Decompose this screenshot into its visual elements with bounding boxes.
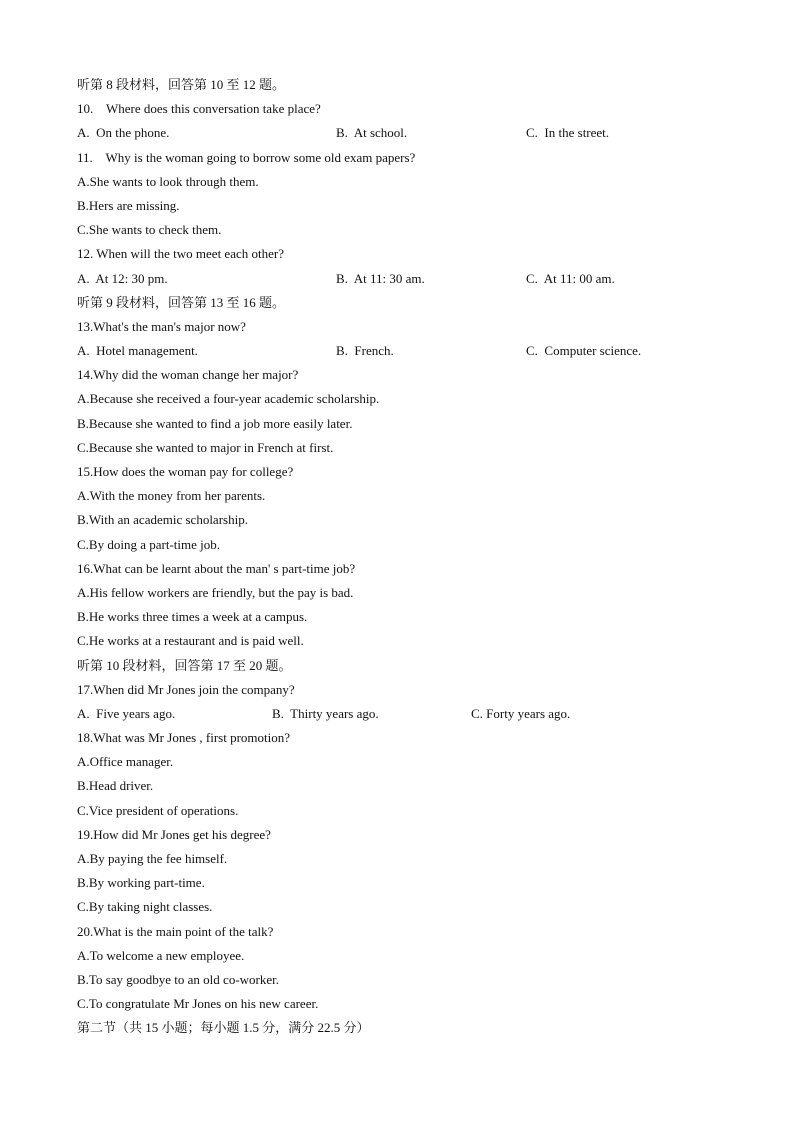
question-16-option-c: C.He works at a restaurant and is paid well. (77, 633, 304, 649)
question-19-option-a: A.By paying the fee himself. (77, 851, 228, 866)
question-13-options (77, 339, 757, 363)
question-15-option-b: B.With an academic scholarship. (77, 512, 248, 528)
question-12-option-c: C. At 11: 00 am. (526, 270, 615, 286)
question-15-stem: 15.How does the woman pay for college? (77, 464, 294, 479)
question-20-stem: 20.What is the main point of the talk? (77, 923, 274, 939)
question-14-option-c: C.Because she wanted to major in French at first. (77, 439, 334, 455)
question-19-option-b: B.By working part-time. (77, 875, 205, 891)
question-18-option-c: C.Vice president of operations. (77, 802, 239, 818)
question-19-stem: 19.How did Mr Jones get his degree? (77, 826, 271, 842)
question-20-option-a: A.To welcome a new employee. (77, 947, 245, 963)
question-16-stem: 16.What can be learnt about the man' s part-time job? (77, 560, 356, 576)
question-18-option-a: A.Office manager. (77, 754, 174, 770)
question-15-option-c: C.By doing a part-time job. (77, 536, 220, 552)
question-13-option-b: B. French. (336, 343, 394, 359)
question-20-option-c: C.To congratulate Mr Jones on his new career. (77, 996, 319, 1012)
question-13-option-a: A. Hotel management. (77, 343, 198, 359)
question-16-option-a: A.His fellow workers are friendly, but the pay is bad. (77, 584, 354, 600)
part-two-heading: 第二节（共 15 小题；每小题 1.5 分，满分 22.5 分） (77, 1020, 370, 1036)
question-19-option-c: C.By taking night classes. (77, 899, 213, 915)
question-17-stem: 17.When did Mr Jones join the company? (77, 681, 295, 697)
section-heading-10: 听第 10 段材料，回答第 17 至 20 题。 (77, 657, 292, 673)
question-14-stem: 14.Why did the woman change her major? (77, 367, 299, 383)
question-12-option-a: A. At 12: 30 pm. (77, 270, 168, 286)
question-15-option-a: A.With the money from her parents. (77, 488, 266, 504)
question-16-option-b: B.He works three times a week at a campus. (77, 609, 308, 625)
question-17-option-b: B. Thirty years ago. (272, 705, 379, 721)
question-10-option-a: A. On the phone. (77, 125, 170, 141)
section-heading-9: 听第 9 段材料，回答第 13 至 16 题。 (77, 294, 286, 310)
question-14-option-b: B.Because she wanted to find a job more easily later. (77, 415, 353, 431)
question-12-stem: 12. When will the two meet each other? (77, 246, 284, 262)
question-18-stem: 18.What was Mr Jones , first promotion? (77, 730, 291, 746)
question-18-option-b: B.Head driver. (77, 778, 154, 794)
question-17-option-c: C. Forty years ago. (471, 705, 571, 721)
question-11-option-c: C.She wants to check them. (77, 222, 222, 238)
question-20-option-b: B.To say goodbye to an old co-worker. (77, 971, 279, 987)
question-10-options (77, 121, 757, 145)
question-13-option-c: C. Computer science. (526, 343, 642, 359)
question-17-options (77, 702, 757, 726)
question-12-option-b: B. At 11: 30 am. (336, 270, 425, 286)
question-10-option-b: B. At school. (336, 125, 408, 141)
question-10-option-c: C. In the street. (526, 125, 610, 141)
question-11-option-a: A.She wants to look through them. (77, 173, 259, 189)
question-11-stem: 11. Why is the woman going to borrow some old exam papers? (77, 149, 416, 165)
document-body (77, 73, 757, 1041)
question-10-stem: 10. Where does this conversation take place? (77, 101, 321, 117)
question-17-option-a: A. Five years ago. (77, 705, 176, 721)
question-13-stem: 13.What's the man's major now? (77, 318, 246, 334)
section-heading-8: 听第 8 段材料，回答第 10 至 12 题。 (77, 77, 286, 92)
question-11-option-b: B.Hers are missing. (77, 197, 180, 213)
question-12-options (77, 267, 757, 291)
question-14-option-a: A.Because she received a four-year academic scholarship. (77, 391, 380, 407)
